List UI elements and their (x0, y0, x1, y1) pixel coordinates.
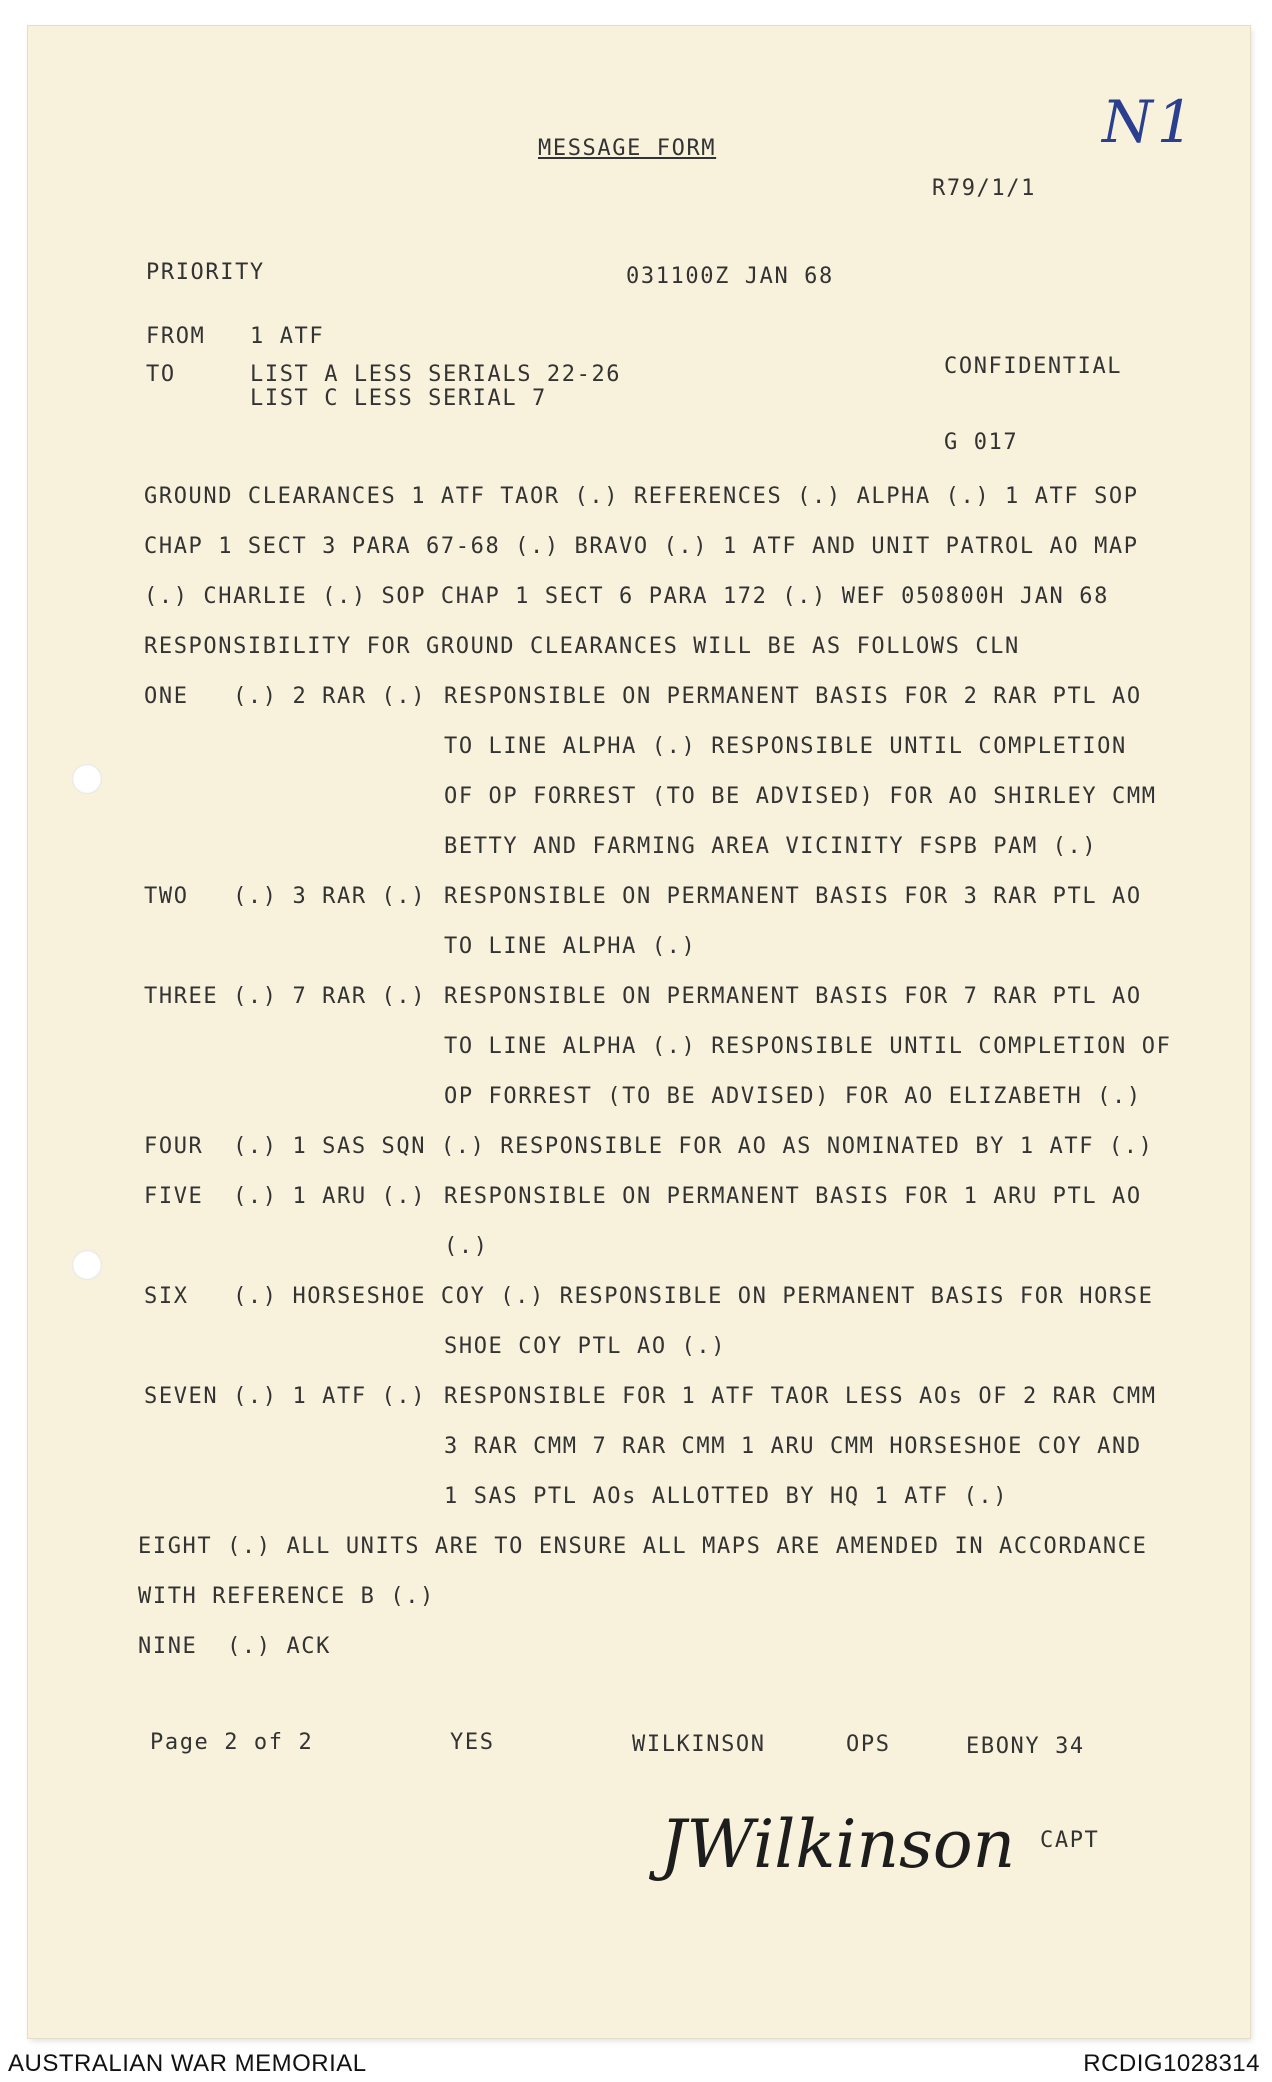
serial-lead: ONE (.) 2 RAR (.) (144, 684, 441, 709)
body-line: (.) CHARLIE (.) SOP CHAP 1 SECT 6 PARA 172 (.) WEF 050800H JAN 68 (144, 584, 1109, 609)
serial-line: (.) (444, 1234, 489, 1259)
to-line: LIST A LESS SERIALS 22-26 (250, 362, 622, 387)
serial-lead: THREE (.) 7 RAR (.) (144, 984, 441, 1009)
serial-line: RESPONSIBLE FOR 1 ATF TAOR LESS AOs OF 2 RAR CMM (444, 1384, 1157, 1409)
serial-line: SHOE COY PTL AO (.) (444, 1334, 727, 1359)
body-line: RESPONSIBILITY FOR GROUND CLEARANCES WILL BE AS FOLLOWS CLN (144, 634, 1020, 659)
serial-lead: FOUR (.) 1 SAS SQN (.) RESPONSIBLE FOR AO AS NOMINATED BY 1 ATF (.) (144, 1134, 1154, 1159)
from-value: 1 ATF (250, 324, 325, 349)
serial-line: BETTY AND FARMING AREA VICINITY FSPB PAM (.) (444, 834, 1098, 859)
to-line: LIST C LESS SERIAL 7 (250, 386, 547, 411)
closing-line: EIGHT (.) ALL UNITS ARE TO ENSURE ALL MAPS ARE AMENDED IN ACCORDANCE (138, 1534, 1148, 1559)
classification: CONFIDENTIAL (944, 354, 1123, 379)
serial-line: TO LINE ALPHA (.) RESPONSIBLE UNTIL COMPLETION (444, 734, 1127, 759)
closing-line: WITH REFERENCE B (.) (138, 1584, 435, 1609)
serial-lead: SIX (.) HORSESHOE COY (.) RESPONSIBLE ON PERMANENT BASIS FOR HORSE (144, 1284, 1154, 1309)
file-reference: R79/1/1 (932, 176, 1036, 201)
serial-line: TO LINE ALPHA (.) (444, 934, 697, 959)
originator-number: G 017 (944, 430, 1019, 455)
page-number: Page 2 of 2 (150, 1730, 314, 1755)
body-line: GROUND CLEARANCES 1 ATF TAOR (.) REFERENCES (.) ALPHA (.) 1 ATF SOP (144, 484, 1139, 509)
precedence: PRIORITY (146, 260, 265, 285)
punch-hole (72, 1250, 102, 1280)
telephone: EBONY 34 (966, 1734, 1085, 1759)
serial-lead: TWO (.) 3 RAR (.) (144, 884, 441, 909)
to-label: TO (146, 362, 176, 387)
handwritten-mark: N1 (1102, 88, 1198, 156)
from-label: FROM (146, 324, 206, 349)
serial-lead: SEVEN (.) 1 ATF (.) (144, 1384, 441, 1409)
serial-line: RESPONSIBLE ON PERMANENT BASIS FOR 3 RAR PTL AO (444, 884, 1142, 909)
serial-line: TO LINE ALPHA (.) RESPONSIBLE UNTIL COMPLETION OF (444, 1034, 1172, 1059)
date-time-group: 031100Z JAN 68 (626, 264, 834, 289)
serial-line: RESPONSIBLE ON PERMANENT BASIS FOR 7 RAR PTL AO (444, 984, 1142, 1009)
serial-line: OF OP FORREST (TO BE ADVISED) FOR AO SHIRLEY CMM (444, 784, 1157, 809)
serial-line: RESPONSIBLE ON PERMANENT BASIS FOR 1 ARU PTL AO (444, 1184, 1142, 1209)
archive-label: AUSTRALIAN WAR MEMORIAL (8, 2050, 367, 2077)
serial-lead: FIVE (.) 1 ARU (.) (144, 1184, 441, 1209)
signer-rank: CAPT (1040, 1828, 1100, 1853)
yes-field: YES (450, 1730, 495, 1755)
serial-line: OP FORREST (TO BE ADVISED) FOR AO ELIZABETH (.) (444, 1084, 1142, 1109)
signature: JWilkinson (660, 1806, 1016, 1883)
body-line: CHAP 1 SECT 3 PARA 67-68 (.) BRAVO (.) 1 ATF AND UNIT PATROL AO MAP (144, 534, 1139, 559)
drafter-name: WILKINSON (632, 1732, 766, 1757)
form-title: MESSAGE FORM (538, 136, 717, 161)
closing-line: NINE (.) ACK (138, 1634, 331, 1659)
document-sheet (28, 26, 1250, 2038)
punch-hole (72, 764, 102, 794)
archive-id: RCDIG1028314 (1083, 2050, 1260, 2077)
serial-line: 1 SAS PTL AOs ALLOTTED BY HQ 1 ATF (.) (444, 1484, 1009, 1509)
serial-line: RESPONSIBLE ON PERMANENT BASIS FOR 2 RAR PTL AO (444, 684, 1142, 709)
branch: OPS (846, 1732, 891, 1757)
serial-line: 3 RAR CMM 7 RAR CMM 1 ARU CMM HORSESHOE COY AND (444, 1434, 1142, 1459)
